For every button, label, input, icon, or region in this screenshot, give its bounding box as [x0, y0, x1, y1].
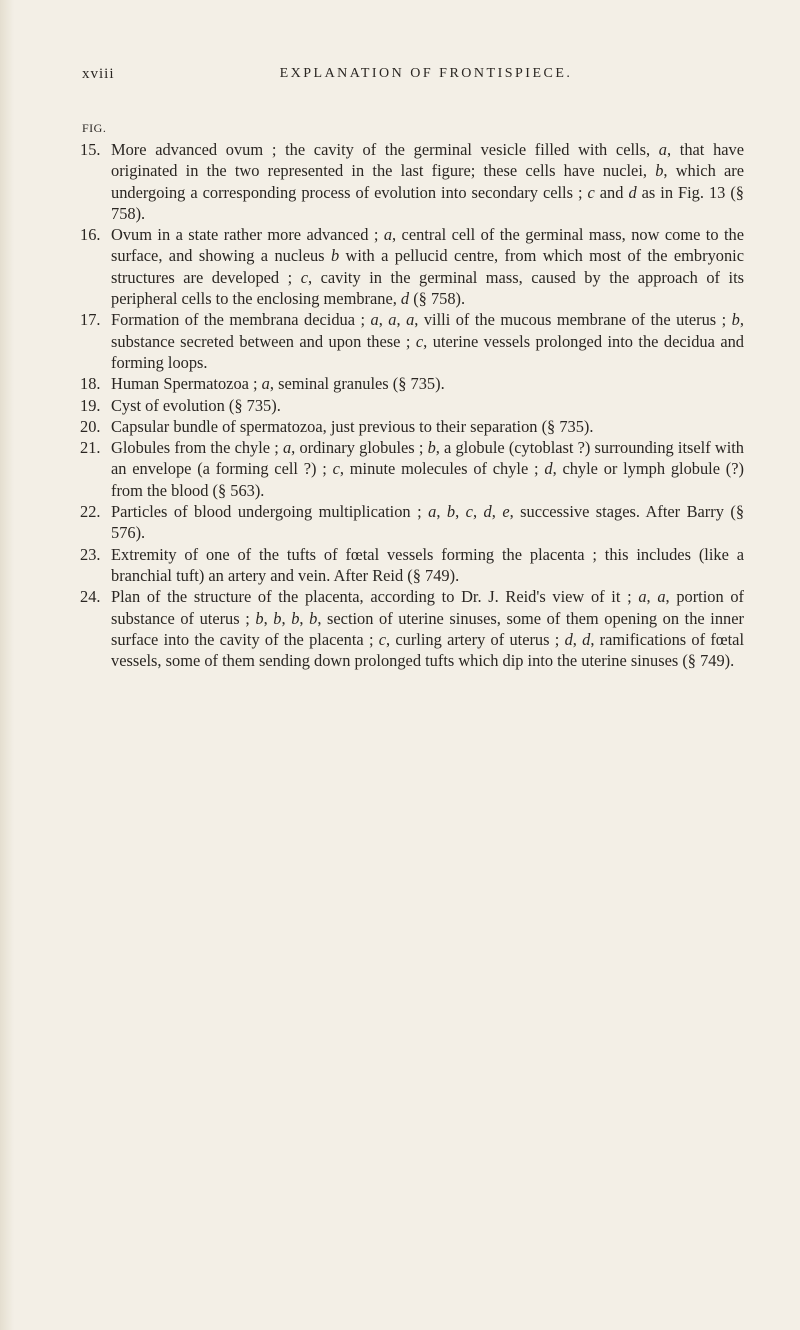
figure-letter: b: [731, 310, 740, 330]
figure-text: and: [594, 182, 629, 202]
figure-text: , curling artery of uterus ;: [386, 629, 565, 649]
figure-letter: c: [415, 331, 424, 351]
figure-letter: c: [300, 267, 309, 287]
figure-text: Ovum in a state rather more advanced ;: [111, 225, 384, 245]
figure-text: Particles of blood undergoing multiplication ;: [111, 502, 429, 522]
figure-text: ,: [455, 502, 466, 522]
page-number: xviii: [82, 66, 115, 82]
figure-text: Cyst of evolution (§ 735).: [111, 395, 281, 415]
figure-letter: b: [255, 608, 264, 628]
figure-text: , substance secreted between and upon these ;: [111, 310, 744, 351]
figure-letter: d: [483, 502, 492, 522]
figure-letter: c: [378, 629, 387, 649]
page-edge: [0, 0, 14, 1330]
figure-text: with a pellucid centre, from which most of the embryonic structures are developed ;: [111, 246, 744, 287]
figure-explanations: [80, 139, 744, 671]
figure-letter: a: [282, 438, 292, 458]
figure-text: (§ 758).: [409, 289, 466, 309]
figure-number: 22.: [80, 502, 101, 522]
figure-letter: c: [465, 502, 473, 522]
figure-entry: [80, 544, 744, 587]
figure-text: ,: [491, 502, 503, 522]
figure-letter: b: [655, 161, 664, 181]
figure-text: , villi of the mucous membrane of the uterus ;: [414, 310, 732, 330]
figure-text: ,: [378, 310, 389, 330]
figure-number: 19.: [80, 395, 101, 415]
figure-letter: d: [628, 182, 637, 202]
figure-entry: [80, 373, 744, 394]
figure-letter: c: [587, 182, 595, 202]
figure-number: 15.: [80, 140, 101, 159]
figure-letter: b: [427, 438, 436, 458]
figure-text: , cavity in the germinal mass, caused by the approach of its peripheral cells to the enclosing membrane,: [111, 267, 745, 309]
figure-entry: [80, 309, 744, 373]
figure-text: ,: [281, 608, 292, 628]
figure-letter: a: [657, 587, 666, 607]
figure-text: , uterine vessels prolonged into the decidua and forming loops.: [111, 331, 744, 372]
figure-letter: c: [332, 459, 340, 479]
figure-number: 24.: [80, 587, 101, 607]
figure-entry: [80, 416, 744, 437]
figure-text: , minute molecules of chyle ;: [339, 459, 545, 479]
figure-text: Globules from the chyle ;: [111, 438, 283, 458]
running-head: EXPLANATION OF FRONTISPIECE.: [279, 66, 573, 81]
figure-letter: a: [370, 310, 379, 330]
figure-text: Formation of the membrana decidua ;: [111, 310, 371, 330]
figure-entry: [80, 586, 744, 671]
figure-entry: [80, 501, 744, 544]
figure-text: ,: [396, 310, 407, 330]
figure-letter: d: [544, 459, 553, 479]
figure-text: , section of uterine sinuses, some of them opening on the inner surface into the cavity of the placenta ;: [111, 608, 744, 649]
figure-text: ,: [263, 608, 274, 628]
figure-text: , central cell of the germinal mass, now come to the surface, and showing a nucleus: [111, 225, 744, 266]
figure-letter: d: [400, 289, 410, 309]
figure-text: ,: [299, 608, 310, 628]
figure-text: as in Fig. 13 (§ 758).: [111, 182, 744, 223]
figure-text: , seminal granules (§ 735).: [269, 374, 445, 394]
figure-letter: a: [383, 225, 393, 245]
figure-number: 18.: [80, 374, 101, 394]
figure-letter: a: [638, 587, 647, 607]
figure-number: 23.: [80, 544, 101, 564]
figure-text: ,: [646, 587, 658, 607]
figure-letter: e: [502, 502, 510, 522]
figure-entry: [80, 139, 744, 224]
figure-text: , a globule (cytoblast ?) surrounding itself with an envelope (a forming cell ?) ;: [111, 438, 744, 479]
figure-text: , chyle or lymph globule (?) from the blood (§ 563).: [111, 459, 744, 500]
figure-letter: a: [428, 502, 437, 522]
figure-letter: a: [658, 140, 667, 159]
figure-number: 17.: [80, 310, 101, 330]
figure-letter: b: [446, 502, 456, 522]
figure-text: ,: [436, 502, 447, 522]
figure-number: 20.: [80, 416, 101, 436]
figure-text: Plan of the structure of the placenta, according to Dr. J. Reid's view of it ;: [111, 587, 639, 607]
figure-letter: b: [330, 246, 340, 266]
figure-letter: a: [261, 374, 270, 394]
figure-text: , which are undergoing a corresponding process of evolution into secondary cells ;: [111, 161, 745, 202]
figure-letter: b: [273, 608, 282, 628]
figure-letter: b: [291, 608, 300, 628]
page-header: [82, 66, 680, 90]
figure-text: ,: [572, 629, 583, 649]
figure-text: More advanced ovum ; the cavity of the germinal vesicle filled with cells,: [111, 140, 659, 159]
fig-label: FIG.: [82, 121, 107, 135]
figure-entry: [80, 437, 744, 501]
figure-number: 16.: [80, 225, 101, 245]
figure-number: 21.: [80, 438, 101, 458]
figure-letter: d: [582, 629, 591, 649]
figure-text: ,: [472, 502, 484, 522]
figure-letter: a: [406, 310, 415, 330]
figure-text: Capsular bundle of spermatozoa, just previous to their separation (§ 735).: [111, 416, 594, 436]
figure-entry: [80, 395, 744, 416]
figure-text: , successive stages. After Barry (§ 576).: [111, 502, 745, 543]
figure-text: Human Spermatozoa ;: [111, 374, 262, 394]
figure-letter: a: [388, 310, 397, 330]
figure-text: , ordinary globules ;: [291, 438, 428, 458]
figure-letter: d: [564, 629, 573, 649]
figure-letter: b: [309, 608, 318, 628]
figure-text: , portion of substance of uterus ;: [111, 587, 745, 628]
figure-text: , that have originated in the two represented in the last figure; these cells have nuclei,: [111, 140, 745, 181]
figure-text: , ramifications of fœtal vessels, some of them sending down prolonged tufts which dip into the uterine sinuses (§ 749).: [111, 629, 744, 671]
figure-text: Extremity of one of the tufts of fœtal vessels forming the placenta ; this includes (like a branchial tuft) an artery and vein. After Reid (§ 749).: [111, 544, 744, 585]
figure-entry: [80, 224, 744, 309]
